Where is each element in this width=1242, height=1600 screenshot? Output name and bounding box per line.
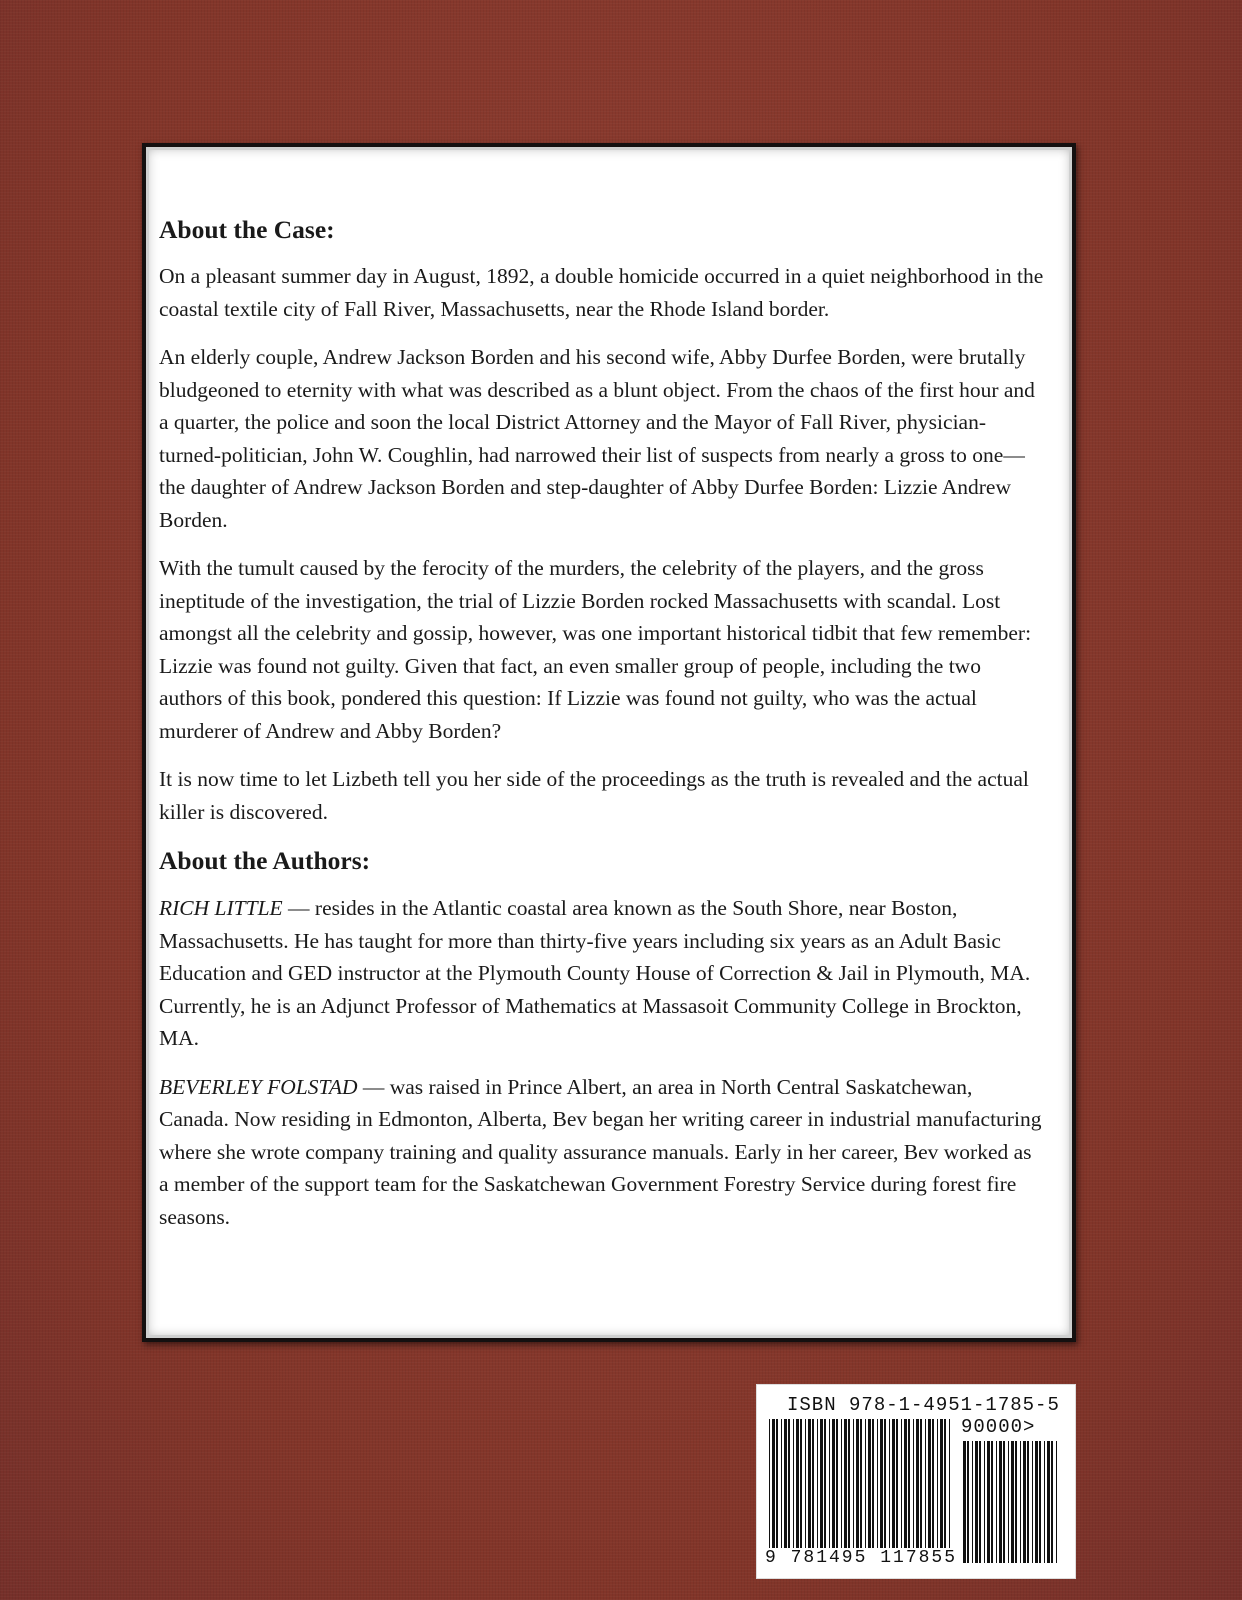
barcode-stripe <box>812 1419 814 1563</box>
barcode-stripe <box>844 1419 847 1563</box>
barcode-stripe <box>880 1419 883 1563</box>
barcode-stripe <box>1044 1441 1045 1563</box>
barcode-stripe <box>800 1419 802 1563</box>
barcode-stripe <box>872 1419 874 1563</box>
barcode-stripe <box>979 1441 981 1563</box>
barcode-stripe <box>784 1419 787 1563</box>
isbn-text: ISBN 978-1-4951-1785-5 <box>787 1394 1060 1416</box>
barcode-stripe <box>788 1419 790 1563</box>
barcode-stripe <box>772 1419 775 1563</box>
barcode-stripe <box>1027 1441 1029 1563</box>
barcode-stripe <box>884 1419 886 1563</box>
barcode-stripe <box>901 1419 902 1563</box>
barcode-stripe <box>860 1419 862 1563</box>
barcode-stripe <box>817 1419 818 1563</box>
barcode-stripe <box>949 1419 950 1563</box>
author-1-name: RICH LITTLE <box>159 896 283 920</box>
barcode-stripe <box>808 1419 811 1563</box>
barcode-stripe <box>832 1419 835 1563</box>
barcode-stripe <box>940 1419 943 1563</box>
barcode-stripe <box>925 1419 926 1563</box>
barcode-stripe <box>896 1419 898 1563</box>
barcode-stripe <box>1020 1441 1021 1563</box>
barcode-stripe <box>1015 1441 1017 1563</box>
barcode-stripe <box>913 1419 914 1563</box>
barcode-stripe <box>1023 1441 1026 1563</box>
barcode-stripe <box>1035 1441 1038 1563</box>
barcode-stripe <box>999 1441 1002 1563</box>
barcode-stripe <box>975 1441 978 1563</box>
barcode-stripe <box>963 1441 966 1563</box>
barcode-stripe <box>841 1419 842 1563</box>
barcode-stripe <box>1051 1441 1053 1563</box>
barcode-stripe <box>889 1419 890 1563</box>
barcode-stripe <box>972 1441 973 1563</box>
case-paragraph-2: An elderly couple, Andrew Jackson Borden and his second wife, Abby Durfee Borden, were brutally bludgeoned to eternity with what was described as a blunt object. From the chaos of the first hour and a quarter, the police and soon the local District Attorney and the Mayor of Fall River, physician-turned-politician, John W. Coughlin, had narrowed their list of suspects from nearly a gross to one—the daughter of Andrew Jackson Borden and step-daughter of Abby Durfee Borden: Lizzie Andrew Borden. <box>159 345 1035 532</box>
barcode-stripe <box>824 1419 826 1563</box>
about-authors-heading: About the Authors: <box>159 846 371 875</box>
barcode-stripe <box>944 1419 946 1563</box>
barcode-stripe <box>892 1419 895 1563</box>
barcode-stripe <box>928 1419 931 1563</box>
barcode-stripe <box>920 1419 922 1563</box>
barcode-box <box>756 1384 1076 1579</box>
barcode-stripe <box>916 1419 919 1563</box>
case-paragraph-3: With the tumult caused by the ferocity of the murders, the celebrity of the players, and the gross ineptitude of the investigation, the trial of Lizzie Borden rocked Massachusetts with scandal. Lost amongst all the celebrity and gossip, however, was one important historical tidbit that few remember: Lizzie was found not guilty. Given that fact, an even smaller group of people, including the two authors of this book, pondered this question: If Lizzie was found not guilty, who was the actual murderer of Andrew and Abby Borden? <box>159 556 1032 743</box>
barcode-stripe <box>829 1419 830 1563</box>
author-1-paragraph <box>159 892 1044 1055</box>
barcode-stripe <box>1056 1441 1057 1563</box>
barcode-stripe <box>820 1419 823 1563</box>
author-2-name: BEVERLEY FOLSTAD <box>159 1074 358 1099</box>
barcode-stripe <box>932 1419 934 1563</box>
case-paragraph-4: It is now time to let Lizbeth tell you her side of the proceedings as the truth is revealed and the actual killer is discovered. <box>159 767 1029 824</box>
barcode-stripe <box>991 1441 993 1563</box>
text-panel <box>142 143 1076 1342</box>
barcode-stripe <box>769 1419 770 1563</box>
barcode-stripe <box>796 1419 799 1563</box>
barcode-stripe <box>1008 1441 1009 1563</box>
case-paragraph-1: On a pleasant summer day in August, 1892, a double homicide occurred in a quiet neighborhood in the coastal textile city of Fall River, Massachusetts, near the Rhode Island border. <box>159 264 1044 321</box>
barcode-stripe <box>776 1419 778 1563</box>
barcode-stripe <box>996 1441 997 1563</box>
barcode-stripe <box>781 1419 782 1563</box>
barcode-stripe <box>793 1419 794 1563</box>
barcode-stripe <box>856 1419 859 1563</box>
barcode-stripe <box>853 1419 854 1563</box>
about-case-heading: About the Case: <box>159 215 335 244</box>
barcode-stripe <box>1047 1441 1050 1563</box>
barcode-stripe <box>805 1419 806 1563</box>
author-2-paragraph <box>159 1071 1044 1234</box>
barcode-digits-text: 9 781495 117855 <box>765 1548 958 1568</box>
barcode-stripe <box>865 1419 866 1563</box>
barcode-stripe <box>987 1441 990 1563</box>
barcode-stripe <box>848 1419 850 1563</box>
barcode-stripe <box>836 1419 838 1563</box>
barcode-stripe <box>908 1419 910 1563</box>
barcode-stripe <box>904 1419 907 1563</box>
barcode-stripe <box>1003 1441 1005 1563</box>
barcode-stripe <box>1039 1441 1041 1563</box>
author-2-bio: — was raised in Prince Albert, an area in North Central Saskatchewan, Canada. Now residing in Edmonton, Alberta, Bev began her writing career in industrial manufacturing where she wrote company training and quality assurance manuals. Early in her career, Bev worked as a member of the support team for the Saskatchewan Government Forestry Service during forest fire seasons. <box>159 1074 1042 1229</box>
barcode-stripe <box>937 1419 938 1563</box>
barcode-stripe <box>1032 1441 1033 1563</box>
barcode-stripe <box>868 1419 871 1563</box>
barcode-stripe <box>984 1441 985 1563</box>
author-1-bio: — resides in the Atlantic coastal area known as the South Shore, near Boston, Massachusetts. He has taught for more than thirty-five years including six years as an Adult Basic Education and GED instructor at the Plymouth County House of Correction & Jail in Plymouth, MA. Currently, he is an Adjunct Professor of Mathematics at Massasoit Community College in Brockton, MA. <box>159 896 1031 1050</box>
panel-content <box>159 213 1044 1249</box>
price-code-text: 90000> <box>961 1416 1036 1438</box>
barcode-stripe <box>967 1441 969 1563</box>
barcode-stripe <box>1011 1441 1014 1563</box>
barcode-stripe <box>877 1419 878 1563</box>
